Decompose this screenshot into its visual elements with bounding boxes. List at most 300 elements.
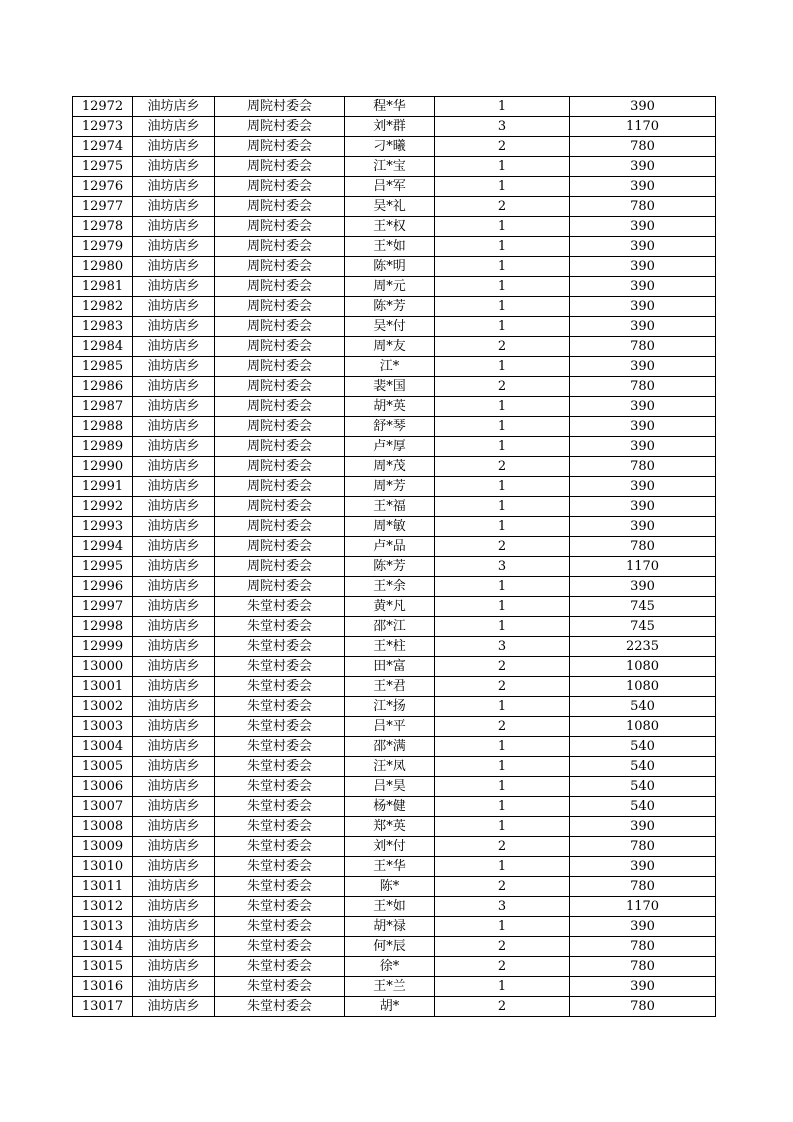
table-row [73, 317, 716, 337]
household-count-cell: 1 [435, 497, 570, 517]
table-row [73, 717, 716, 737]
household-count-cell: 1 [435, 757, 570, 777]
township-cell: 油坊店乡 [133, 757, 215, 777]
household-count-cell: 2 [435, 537, 570, 557]
household-count-cell: 1 [435, 777, 570, 797]
township-cell: 油坊店乡 [133, 537, 215, 557]
village-committee-cell: 周院村委会 [215, 357, 345, 377]
household-count-cell: 1 [435, 397, 570, 417]
table-row [73, 937, 716, 957]
amount-cell: 390 [570, 517, 716, 537]
name-cell: 邵*江 [345, 617, 435, 637]
household-count-cell: 1 [435, 177, 570, 197]
village-committee-cell: 周院村委会 [215, 457, 345, 477]
household-count-cell: 2 [435, 997, 570, 1017]
name-cell: 王*权 [345, 217, 435, 237]
name-cell: 田*富 [345, 657, 435, 677]
name-cell: 郑*英 [345, 817, 435, 837]
name-cell: 舒*琴 [345, 417, 435, 437]
township-cell: 油坊店乡 [133, 257, 215, 277]
serial-number-cell: 12989 [73, 437, 133, 457]
amount-cell: 390 [570, 417, 716, 437]
name-cell: 胡*英 [345, 397, 435, 417]
table-row [73, 437, 716, 457]
township-cell: 油坊店乡 [133, 417, 215, 437]
household-count-cell: 1 [435, 697, 570, 717]
township-cell: 油坊店乡 [133, 377, 215, 397]
amount-cell: 780 [570, 197, 716, 217]
name-cell: 陈*芳 [345, 297, 435, 317]
household-count-cell: 1 [435, 517, 570, 537]
serial-number-cell: 13006 [73, 777, 133, 797]
household-count-cell: 3 [435, 557, 570, 577]
household-count-cell: 1 [435, 797, 570, 817]
village-committee-cell: 周院村委会 [215, 397, 345, 417]
amount-cell: 780 [570, 997, 716, 1017]
township-cell: 油坊店乡 [133, 857, 215, 877]
amount-cell: 745 [570, 597, 716, 617]
household-count-cell: 1 [435, 977, 570, 997]
name-cell: 胡*禄 [345, 917, 435, 937]
table-row [73, 777, 716, 797]
village-committee-cell: 周院村委会 [215, 557, 345, 577]
name-cell: 王*华 [345, 857, 435, 877]
serial-number-cell: 12987 [73, 397, 133, 417]
amount-cell: 390 [570, 577, 716, 597]
township-cell: 油坊店乡 [133, 297, 215, 317]
serial-number-cell: 12992 [73, 497, 133, 517]
amount-cell: 390 [570, 437, 716, 457]
amount-cell: 780 [570, 537, 716, 557]
serial-number-cell: 12999 [73, 637, 133, 657]
serial-number-cell: 12991 [73, 477, 133, 497]
amount-cell: 780 [570, 137, 716, 157]
amount-cell: 1170 [570, 117, 716, 137]
township-cell: 油坊店乡 [133, 717, 215, 737]
village-committee-cell: 朱堂村委会 [215, 997, 345, 1017]
name-cell: 王*兰 [345, 977, 435, 997]
serial-number-cell: 13016 [73, 977, 133, 997]
name-cell: 刘*群 [345, 117, 435, 137]
table-row [73, 177, 716, 197]
village-committee-cell: 朱堂村委会 [215, 677, 345, 697]
name-cell: 江*宝 [345, 157, 435, 177]
household-count-cell: 2 [435, 337, 570, 357]
village-committee-cell: 朱堂村委会 [215, 737, 345, 757]
serial-number-cell: 12974 [73, 137, 133, 157]
table-row [73, 497, 716, 517]
amount-cell: 745 [570, 617, 716, 637]
serial-number-cell: 12973 [73, 117, 133, 137]
township-cell: 油坊店乡 [133, 497, 215, 517]
village-committee-cell: 朱堂村委会 [215, 957, 345, 977]
name-cell: 吕*军 [345, 177, 435, 197]
household-count-cell: 1 [435, 277, 570, 297]
household-count-cell: 2 [435, 877, 570, 897]
household-count-cell: 2 [435, 957, 570, 977]
household-count-cell: 1 [435, 437, 570, 457]
table-row [73, 677, 716, 697]
amount-cell: 390 [570, 917, 716, 937]
serial-number-cell: 13009 [73, 837, 133, 857]
table-row [73, 877, 716, 897]
serial-number-cell: 13008 [73, 817, 133, 837]
serial-number-cell: 12996 [73, 577, 133, 597]
table-row [73, 857, 716, 877]
serial-number-cell: 12984 [73, 337, 133, 357]
township-cell: 油坊店乡 [133, 197, 215, 217]
household-count-cell: 2 [435, 137, 570, 157]
serial-number-cell: 12985 [73, 357, 133, 377]
serial-number-cell: 12998 [73, 617, 133, 637]
name-cell: 程*华 [345, 97, 435, 117]
village-committee-cell: 朱堂村委会 [215, 897, 345, 917]
village-committee-cell: 朱堂村委会 [215, 797, 345, 817]
serial-number-cell: 12979 [73, 237, 133, 257]
village-committee-cell: 朱堂村委会 [215, 977, 345, 997]
name-cell: 吕*昊 [345, 777, 435, 797]
serial-number-cell: 13015 [73, 957, 133, 977]
township-cell: 油坊店乡 [133, 677, 215, 697]
village-committee-cell: 周院村委会 [215, 217, 345, 237]
table-row [73, 757, 716, 777]
amount-cell: 390 [570, 817, 716, 837]
township-cell: 油坊店乡 [133, 137, 215, 157]
township-cell: 油坊店乡 [133, 437, 215, 457]
household-count-cell: 2 [435, 937, 570, 957]
serial-number-cell: 12997 [73, 597, 133, 617]
village-committee-cell: 周院村委会 [215, 477, 345, 497]
amount-cell: 780 [570, 457, 716, 477]
name-cell: 陈*明 [345, 257, 435, 277]
serial-number-cell: 13010 [73, 857, 133, 877]
amount-cell: 1080 [570, 657, 716, 677]
serial-number-cell: 12995 [73, 557, 133, 577]
household-count-cell: 1 [435, 577, 570, 597]
serial-number-cell: 12975 [73, 157, 133, 177]
township-cell: 油坊店乡 [133, 517, 215, 537]
township-cell: 油坊店乡 [133, 837, 215, 857]
amount-cell: 1170 [570, 557, 716, 577]
table-row [73, 897, 716, 917]
serial-number-cell: 12980 [73, 257, 133, 277]
village-committee-cell: 朱堂村委会 [215, 757, 345, 777]
township-cell: 油坊店乡 [133, 317, 215, 337]
table-row [73, 817, 716, 837]
household-count-cell: 2 [435, 657, 570, 677]
name-cell: 卢*品 [345, 537, 435, 557]
township-cell: 油坊店乡 [133, 337, 215, 357]
township-cell: 油坊店乡 [133, 357, 215, 377]
household-count-cell: 2 [435, 377, 570, 397]
table-row [73, 537, 716, 557]
table-row [73, 837, 716, 857]
serial-number-cell: 13013 [73, 917, 133, 937]
serial-number-cell: 13004 [73, 737, 133, 757]
village-committee-cell: 周院村委会 [215, 517, 345, 537]
serial-number-cell: 12983 [73, 317, 133, 337]
township-cell: 油坊店乡 [133, 957, 215, 977]
amount-cell: 390 [570, 277, 716, 297]
township-cell: 油坊店乡 [133, 277, 215, 297]
table-row [73, 617, 716, 637]
serial-number-cell: 13005 [73, 757, 133, 777]
village-committee-cell: 周院村委会 [215, 157, 345, 177]
amount-cell: 780 [570, 837, 716, 857]
table-row [73, 477, 716, 497]
village-committee-cell: 周院村委会 [215, 497, 345, 517]
data-table [72, 96, 716, 1017]
household-count-cell: 1 [435, 817, 570, 837]
serial-number-cell: 13017 [73, 997, 133, 1017]
table-row [73, 357, 716, 377]
name-cell: 裴*国 [345, 377, 435, 397]
table-row [73, 197, 716, 217]
name-cell: 卢*厚 [345, 437, 435, 457]
household-count-cell: 1 [435, 217, 570, 237]
name-cell: 吴*礼 [345, 197, 435, 217]
table-row [73, 137, 716, 157]
amount-cell: 390 [570, 497, 716, 517]
township-cell: 油坊店乡 [133, 177, 215, 197]
name-cell: 周*芳 [345, 477, 435, 497]
village-committee-cell: 朱堂村委会 [215, 617, 345, 637]
amount-cell: 1170 [570, 897, 716, 917]
township-cell: 油坊店乡 [133, 237, 215, 257]
household-count-cell: 1 [435, 157, 570, 177]
township-cell: 油坊店乡 [133, 937, 215, 957]
amount-cell: 540 [570, 737, 716, 757]
village-committee-cell: 周院村委会 [215, 417, 345, 437]
table-row [73, 597, 716, 617]
amount-cell: 780 [570, 337, 716, 357]
table-row [73, 297, 716, 317]
amount-cell: 780 [570, 377, 716, 397]
table-row [73, 997, 716, 1017]
amount-cell: 390 [570, 157, 716, 177]
township-cell: 油坊店乡 [133, 397, 215, 417]
name-cell: 胡* [345, 997, 435, 1017]
household-count-cell: 1 [435, 97, 570, 117]
household-count-cell: 2 [435, 677, 570, 697]
township-cell: 油坊店乡 [133, 597, 215, 617]
table-row [73, 697, 716, 717]
village-committee-cell: 朱堂村委会 [215, 657, 345, 677]
household-count-cell: 1 [435, 357, 570, 377]
table-row [73, 417, 716, 437]
table-row [73, 957, 716, 977]
village-committee-cell: 周院村委会 [215, 577, 345, 597]
village-committee-cell: 周院村委会 [215, 377, 345, 397]
household-count-cell: 1 [435, 417, 570, 437]
household-count-cell: 1 [435, 237, 570, 257]
household-count-cell: 1 [435, 297, 570, 317]
serial-number-cell: 12976 [73, 177, 133, 197]
table-row [73, 277, 716, 297]
township-cell: 油坊店乡 [133, 737, 215, 757]
serial-number-cell: 12986 [73, 377, 133, 397]
township-cell: 油坊店乡 [133, 97, 215, 117]
name-cell: 王*如 [345, 897, 435, 917]
serial-number-cell: 13011 [73, 877, 133, 897]
township-cell: 油坊店乡 [133, 637, 215, 657]
name-cell: 王*君 [345, 677, 435, 697]
name-cell: 周*敏 [345, 517, 435, 537]
village-committee-cell: 周院村委会 [215, 117, 345, 137]
name-cell: 周*茂 [345, 457, 435, 477]
amount-cell: 390 [570, 977, 716, 997]
village-committee-cell: 朱堂村委会 [215, 777, 345, 797]
household-count-cell: 3 [435, 637, 570, 657]
serial-number-cell: 12988 [73, 417, 133, 437]
name-cell: 邵*满 [345, 737, 435, 757]
village-committee-cell: 朱堂村委会 [215, 637, 345, 657]
amount-cell: 780 [570, 877, 716, 897]
township-cell: 油坊店乡 [133, 797, 215, 817]
serial-number-cell: 12982 [73, 297, 133, 317]
name-cell: 吕*平 [345, 717, 435, 737]
name-cell: 王*柱 [345, 637, 435, 657]
amount-cell: 390 [570, 217, 716, 237]
serial-number-cell: 12972 [73, 97, 133, 117]
table-row [73, 257, 716, 277]
household-count-cell: 1 [435, 257, 570, 277]
village-committee-cell: 朱堂村委会 [215, 697, 345, 717]
table-row [73, 657, 716, 677]
township-cell: 油坊店乡 [133, 477, 215, 497]
amount-cell: 390 [570, 257, 716, 277]
amount-cell: 2235 [570, 637, 716, 657]
serial-number-cell: 12990 [73, 457, 133, 477]
amount-cell: 390 [570, 177, 716, 197]
household-count-cell: 1 [435, 477, 570, 497]
township-cell: 油坊店乡 [133, 657, 215, 677]
village-committee-cell: 朱堂村委会 [215, 837, 345, 857]
amount-cell: 390 [570, 297, 716, 317]
township-cell: 油坊店乡 [133, 977, 215, 997]
township-cell: 油坊店乡 [133, 997, 215, 1017]
name-cell: 江*扬 [345, 697, 435, 717]
name-cell: 陈* [345, 877, 435, 897]
serial-number-cell: 13014 [73, 937, 133, 957]
household-count-cell: 3 [435, 117, 570, 137]
village-committee-cell: 周院村委会 [215, 177, 345, 197]
name-cell: 汪*凤 [345, 757, 435, 777]
township-cell: 油坊店乡 [133, 117, 215, 137]
table-body [73, 97, 716, 1017]
village-committee-cell: 周院村委会 [215, 297, 345, 317]
amount-cell: 390 [570, 357, 716, 377]
village-committee-cell: 朱堂村委会 [215, 857, 345, 877]
serial-number-cell: 13001 [73, 677, 133, 697]
table-row [73, 797, 716, 817]
name-cell: 何*辰 [345, 937, 435, 957]
table-row [73, 737, 716, 757]
village-committee-cell: 朱堂村委会 [215, 717, 345, 737]
household-count-cell: 3 [435, 897, 570, 917]
serial-number-cell: 12994 [73, 537, 133, 557]
table-row [73, 457, 716, 477]
amount-cell: 540 [570, 797, 716, 817]
village-committee-cell: 周院村委会 [215, 437, 345, 457]
amount-cell: 390 [570, 857, 716, 877]
table-row [73, 397, 716, 417]
table-row [73, 117, 716, 137]
township-cell: 油坊店乡 [133, 917, 215, 937]
village-committee-cell: 周院村委会 [215, 237, 345, 257]
name-cell: 陈*芳 [345, 557, 435, 577]
household-count-cell: 1 [435, 317, 570, 337]
household-count-cell: 1 [435, 737, 570, 757]
township-cell: 油坊店乡 [133, 457, 215, 477]
amount-cell: 1080 [570, 717, 716, 737]
table-row [73, 217, 716, 237]
name-cell: 周*元 [345, 277, 435, 297]
household-count-cell: 2 [435, 837, 570, 857]
serial-number-cell: 13000 [73, 657, 133, 677]
township-cell: 油坊店乡 [133, 897, 215, 917]
village-committee-cell: 朱堂村委会 [215, 937, 345, 957]
household-count-cell: 1 [435, 597, 570, 617]
serial-number-cell: 13003 [73, 717, 133, 737]
table-row [73, 157, 716, 177]
table-row [73, 977, 716, 997]
township-cell: 油坊店乡 [133, 697, 215, 717]
amount-cell: 780 [570, 957, 716, 977]
township-cell: 油坊店乡 [133, 777, 215, 797]
amount-cell: 540 [570, 697, 716, 717]
name-cell: 王*福 [345, 497, 435, 517]
serial-number-cell: 12977 [73, 197, 133, 217]
village-committee-cell: 周院村委会 [215, 97, 345, 117]
table-row [73, 557, 716, 577]
amount-cell: 390 [570, 237, 716, 257]
serial-number-cell: 13002 [73, 697, 133, 717]
amount-cell: 1080 [570, 677, 716, 697]
village-committee-cell: 周院村委会 [215, 277, 345, 297]
household-count-cell: 2 [435, 717, 570, 737]
village-committee-cell: 周院村委会 [215, 317, 345, 337]
amount-cell: 390 [570, 397, 716, 417]
table-row [73, 577, 716, 597]
village-committee-cell: 朱堂村委会 [215, 877, 345, 897]
serial-number-cell: 12978 [73, 217, 133, 237]
amount-cell: 540 [570, 757, 716, 777]
village-committee-cell: 朱堂村委会 [215, 917, 345, 937]
serial-number-cell: 13007 [73, 797, 133, 817]
village-committee-cell: 周院村委会 [215, 537, 345, 557]
village-committee-cell: 周院村委会 [215, 197, 345, 217]
table-row [73, 917, 716, 937]
township-cell: 油坊店乡 [133, 577, 215, 597]
serial-number-cell: 12981 [73, 277, 133, 297]
table-row [73, 237, 716, 257]
household-count-cell: 2 [435, 457, 570, 477]
township-cell: 油坊店乡 [133, 557, 215, 577]
village-committee-cell: 周院村委会 [215, 257, 345, 277]
name-cell: 黄*凡 [345, 597, 435, 617]
township-cell: 油坊店乡 [133, 217, 215, 237]
name-cell: 王*如 [345, 237, 435, 257]
township-cell: 油坊店乡 [133, 817, 215, 837]
household-count-cell: 2 [435, 197, 570, 217]
name-cell: 王*余 [345, 577, 435, 597]
table-row [73, 97, 716, 117]
village-committee-cell: 周院村委会 [215, 137, 345, 157]
table-row [73, 517, 716, 537]
amount-cell: 390 [570, 317, 716, 337]
amount-cell: 540 [570, 777, 716, 797]
